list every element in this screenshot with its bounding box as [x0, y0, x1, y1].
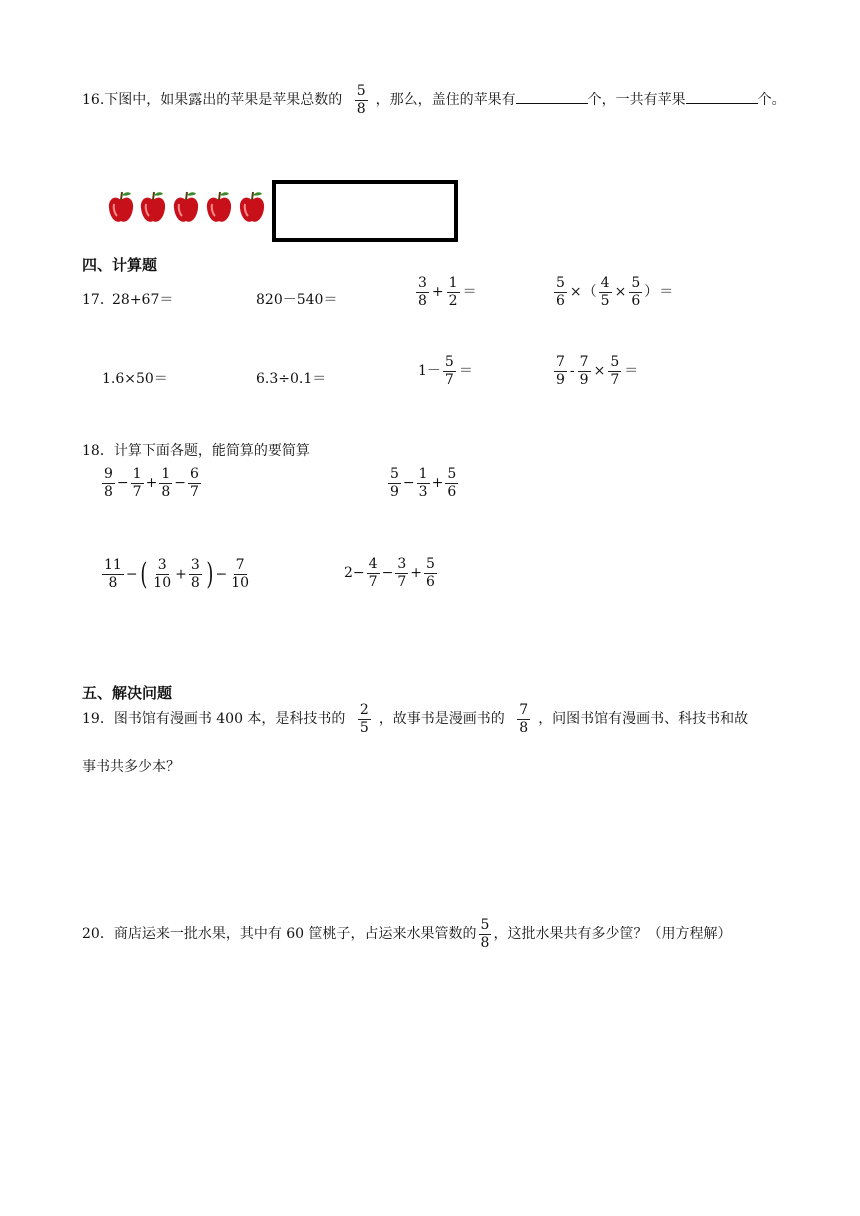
fraction: $\frac{2}{5}$ [359, 702, 369, 736]
section-heading: 五、解决问题 [82, 684, 173, 702]
calc-expression: $\frac{9}{8}$ − $\frac{1}{7}$ + $\frac{1}{8}$ − $\frac{6}{7}$ [104, 466, 199, 500]
fraction: $\frac{5}{8}$ [356, 83, 366, 117]
question-text: 个，一共有苹果 [587, 92, 686, 109]
calc-expression: 28+67＝ [112, 292, 174, 308]
question-20 [82, 918, 731, 950]
calc-expression: 1－ $\frac{5}{7}$ ＝ [418, 354, 473, 388]
fraction: $\frac{7}{8}$ [519, 702, 529, 736]
covering-box [272, 180, 458, 242]
question-text: ，那么，盖住的苹果有 [375, 92, 516, 109]
apple-icon [173, 190, 199, 224]
answer-blank[interactable] [686, 89, 758, 104]
calc-expression: 1.6×50＝ [102, 371, 168, 387]
question-text: ，这批水果共有多少筐？（用方程解） [493, 926, 732, 943]
calc-expression: $\frac{5}{9}$ − $\frac{1}{3}$ + $\frac{5}{6}$ [390, 466, 457, 500]
calc-expression: $\frac{5}{6}$ ×（ $\frac{4}{5}$ × $\frac{5}{6}$ ）＝ [556, 275, 674, 309]
apple-icon [239, 190, 265, 224]
calc-expression: $\frac{7}{9}$ - $\frac{7}{9}$ × $\frac{5}{7}$ ＝ [556, 354, 639, 388]
apple-icon [206, 190, 232, 224]
question-number: 16. [82, 92, 105, 109]
fraction: $\frac{5}{8}$ [480, 917, 490, 951]
question-text: 下图中，如果露出的苹果是苹果总数的 [104, 92, 343, 109]
question-title: 18．计算下面各题，能简算的要简算 [82, 443, 310, 459]
section-heading: 四、计算题 [82, 256, 158, 274]
question-text: 事书共多少本？ [82, 759, 180, 775]
question-19 [82, 703, 748, 735]
question-text: ，故事书是漫画书的 [378, 711, 505, 728]
apple-icon [140, 190, 166, 224]
question-text: 个。 [757, 92, 786, 109]
question-16 [82, 84, 786, 116]
calc-expression: $\frac{3}{8}$ + $\frac{1}{2}$ ＝ [418, 275, 477, 309]
apple-icon [108, 190, 134, 224]
calc-expression: 820－540＝ [256, 292, 338, 308]
calc-expression: 2− $\frac{4}{7}$ − $\frac{3}{7}$ + $\frac{5}{6}$ [344, 556, 435, 590]
question-text: 19．图书馆有漫画书 400 本，是科技书的 [82, 711, 346, 728]
calc-expression: 6.3÷0.1＝ [256, 371, 327, 387]
answer-blank[interactable] [516, 89, 588, 104]
question-number: 17． [82, 292, 114, 308]
question-text: ，问图书馆有漫画书、科技书和故 [538, 711, 749, 728]
calc-expression: $\frac{11}{8}$ −( $\frac{3}{10}$ + $\frac{3}{8}$ ) − $\frac{7}{10}$ [104, 557, 250, 592]
question-text: 20．商店运来一批水果，其中有 60 筐桃子，占运来水果管数的 [82, 926, 477, 943]
